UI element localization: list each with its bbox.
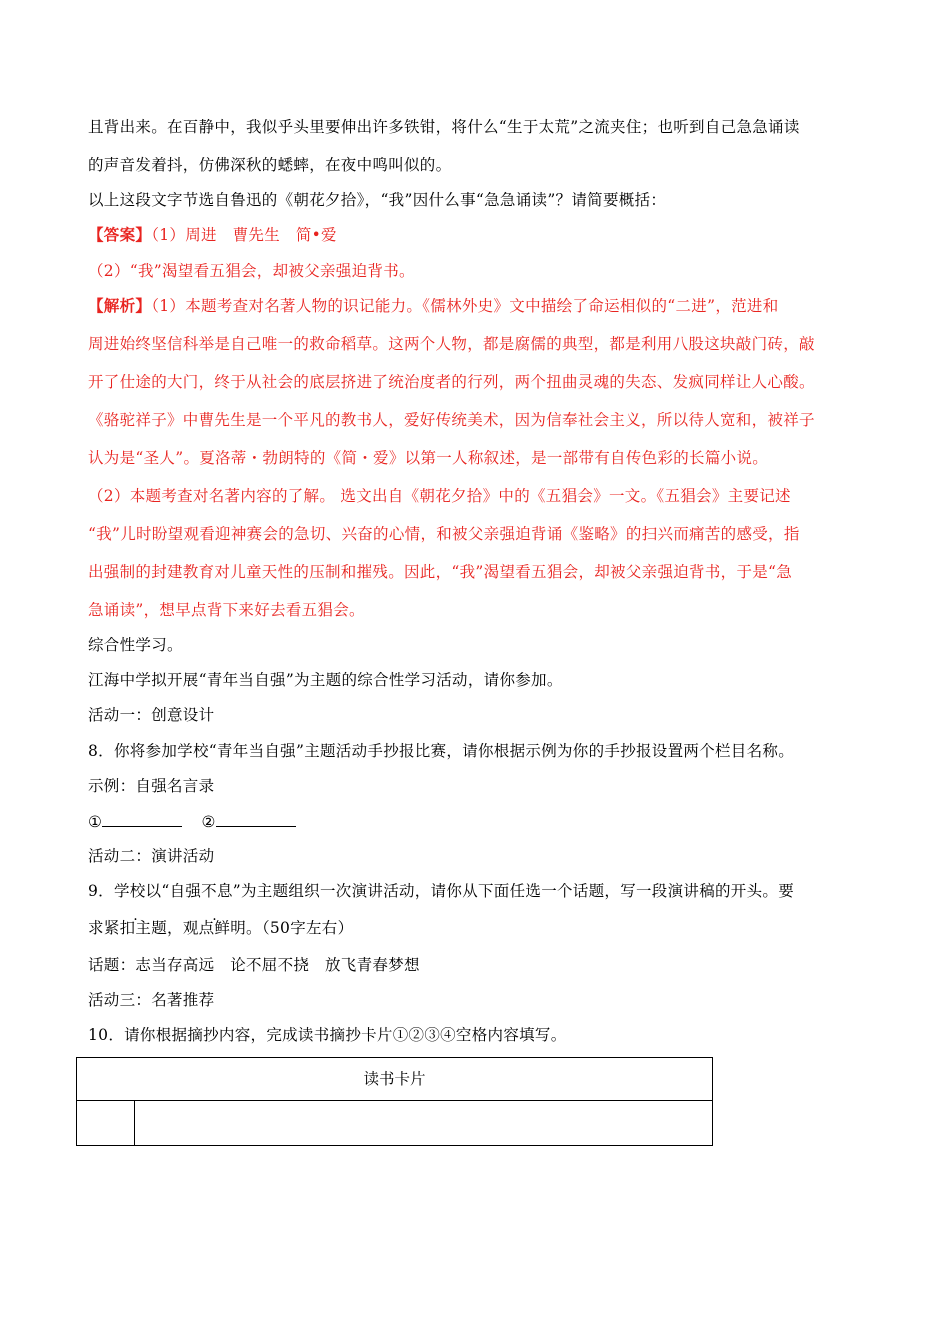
answer-line-2: （2）“我”渴望看五猖会，却被父亲强迫背书。 <box>88 262 415 280</box>
analysis-line-3: 开了仕途的大门，终于从社会的底层挤进了统治度者的行列，两个扭曲灵魂的失态、发疯同样让人心酸。 <box>88 373 815 391</box>
emphasis-2: 观点鲜明 <box>182 919 247 937</box>
section-intro: 江海中学拟开展“青年当自强”为主题的综合性学习活动，请你参加。 <box>88 671 563 689</box>
analysis-label: 【解析】 <box>88 296 152 315</box>
topics-text: 话题：志当存高远 论不屈不挠 放飞青春梦想 <box>88 956 420 974</box>
blank-2[interactable] <box>216 810 296 827</box>
blank-1[interactable] <box>102 810 182 827</box>
passage-line-1: 且背出来。在百静中，我似乎头里要伸出许多铁钳，将什么“生于太荒”之流夹住；也听到自己急急诵读 <box>88 118 800 136</box>
answer-line-1 <box>88 224 863 246</box>
emphasis-1: 紧扣主题 <box>103 919 168 937</box>
question-9: 9．学校以“自强不息”为主题组织一次演讲活动，请你从下面任选一个话题，写一段演讲稿的开头。要 <box>88 882 795 900</box>
answer-blanks <box>88 810 863 833</box>
analysis-line-1 <box>88 295 863 317</box>
answer-part-1: （1）周进 曹先生 简•爱 <box>151 226 337 244</box>
analysis-line-8: 出强制的封建教育对儿童天性的压制和摧残。因此，“我”渴望看五猖会，却被父亲强迫背书，于是“急 <box>88 563 793 581</box>
card-cell-left[interactable] <box>77 1101 135 1145</box>
requirement-suffix: 。（50字左右） <box>246 919 354 937</box>
activity-3-heading: 活动三：名著推荐 <box>88 991 215 1009</box>
blank-1-label: ① <box>88 813 103 831</box>
question-text: 以上这段文字节选自鲁迅的《朝花夕拾》，“我”因什么事“急急诵读”？请简要概括： <box>88 191 667 209</box>
analysis-line-4: 《骆驼祥子》中曹先生是一个平凡的教书人，爱好传统美术，因为信奉社会主义，所以待人宽和，被祥子 <box>88 411 815 429</box>
reading-card-table <box>76 1057 713 1146</box>
analysis-line-9: 急诵读”，想早点背下来好去看五猖会。 <box>88 601 365 619</box>
card-cell-right[interactable] <box>135 1101 712 1145</box>
analysis-line-5: 认为是“圣人”。夏洛蒂・勃朗特的《简・爱》以第一人称叙述，是一部带有自传色彩的长篇小说。 <box>88 449 769 467</box>
analysis-line-7: “我”儿时盼望观看迎神赛会的急切、兴奋的心情，和被父亲强迫背诵《鉴略》的扫兴而痛苦的感受，指 <box>88 525 800 543</box>
passage-line-2: 的声音发着抖，仿佛深秋的蟋蟀，在夜中鸣叫似的。 <box>88 156 452 174</box>
analysis-text: （1）本题考查对名著人物的识记能力。《儒林外史》文中描绘了命运相似的“二进”，范进和 <box>151 297 779 315</box>
example-text: 示例：自强名言录 <box>88 777 215 795</box>
requirement-sep: ， <box>167 919 183 937</box>
analysis-line-2: 周进始终坚信科举是自己唯一的救命稻草。这两个人物，都是腐儒的典型，都是利用八股这块敲门砖，敲 <box>88 335 815 353</box>
question-10: 10．请你根据摘抄内容，完成读书摘抄卡片①②③④空格内容填写。 <box>88 1026 567 1044</box>
activity-2-heading: 活动二：演讲活动 <box>88 847 215 865</box>
card-title: 读书卡片 <box>77 1058 712 1101</box>
analysis-line-6: （2）本题考查对名著内容的了解。 选文出自《朝花夕拾》中的《五猖会》一文。《五猖会》主要记述 <box>88 487 791 505</box>
blank-2-label: ② <box>201 813 216 831</box>
activity-1-heading: 活动一：创意设计 <box>88 706 215 724</box>
requirement-prefix: 求 <box>88 919 104 937</box>
answer-label: 【答案】 <box>88 225 152 244</box>
question-9-requirement <box>88 917 863 939</box>
question-8: 8．你将参加学校“青年当自强”主题活动手抄报比赛，请你根据示例为你的手抄报设置两个栏目名称。 <box>88 742 795 760</box>
section-heading: 综合性学习。 <box>88 636 183 654</box>
